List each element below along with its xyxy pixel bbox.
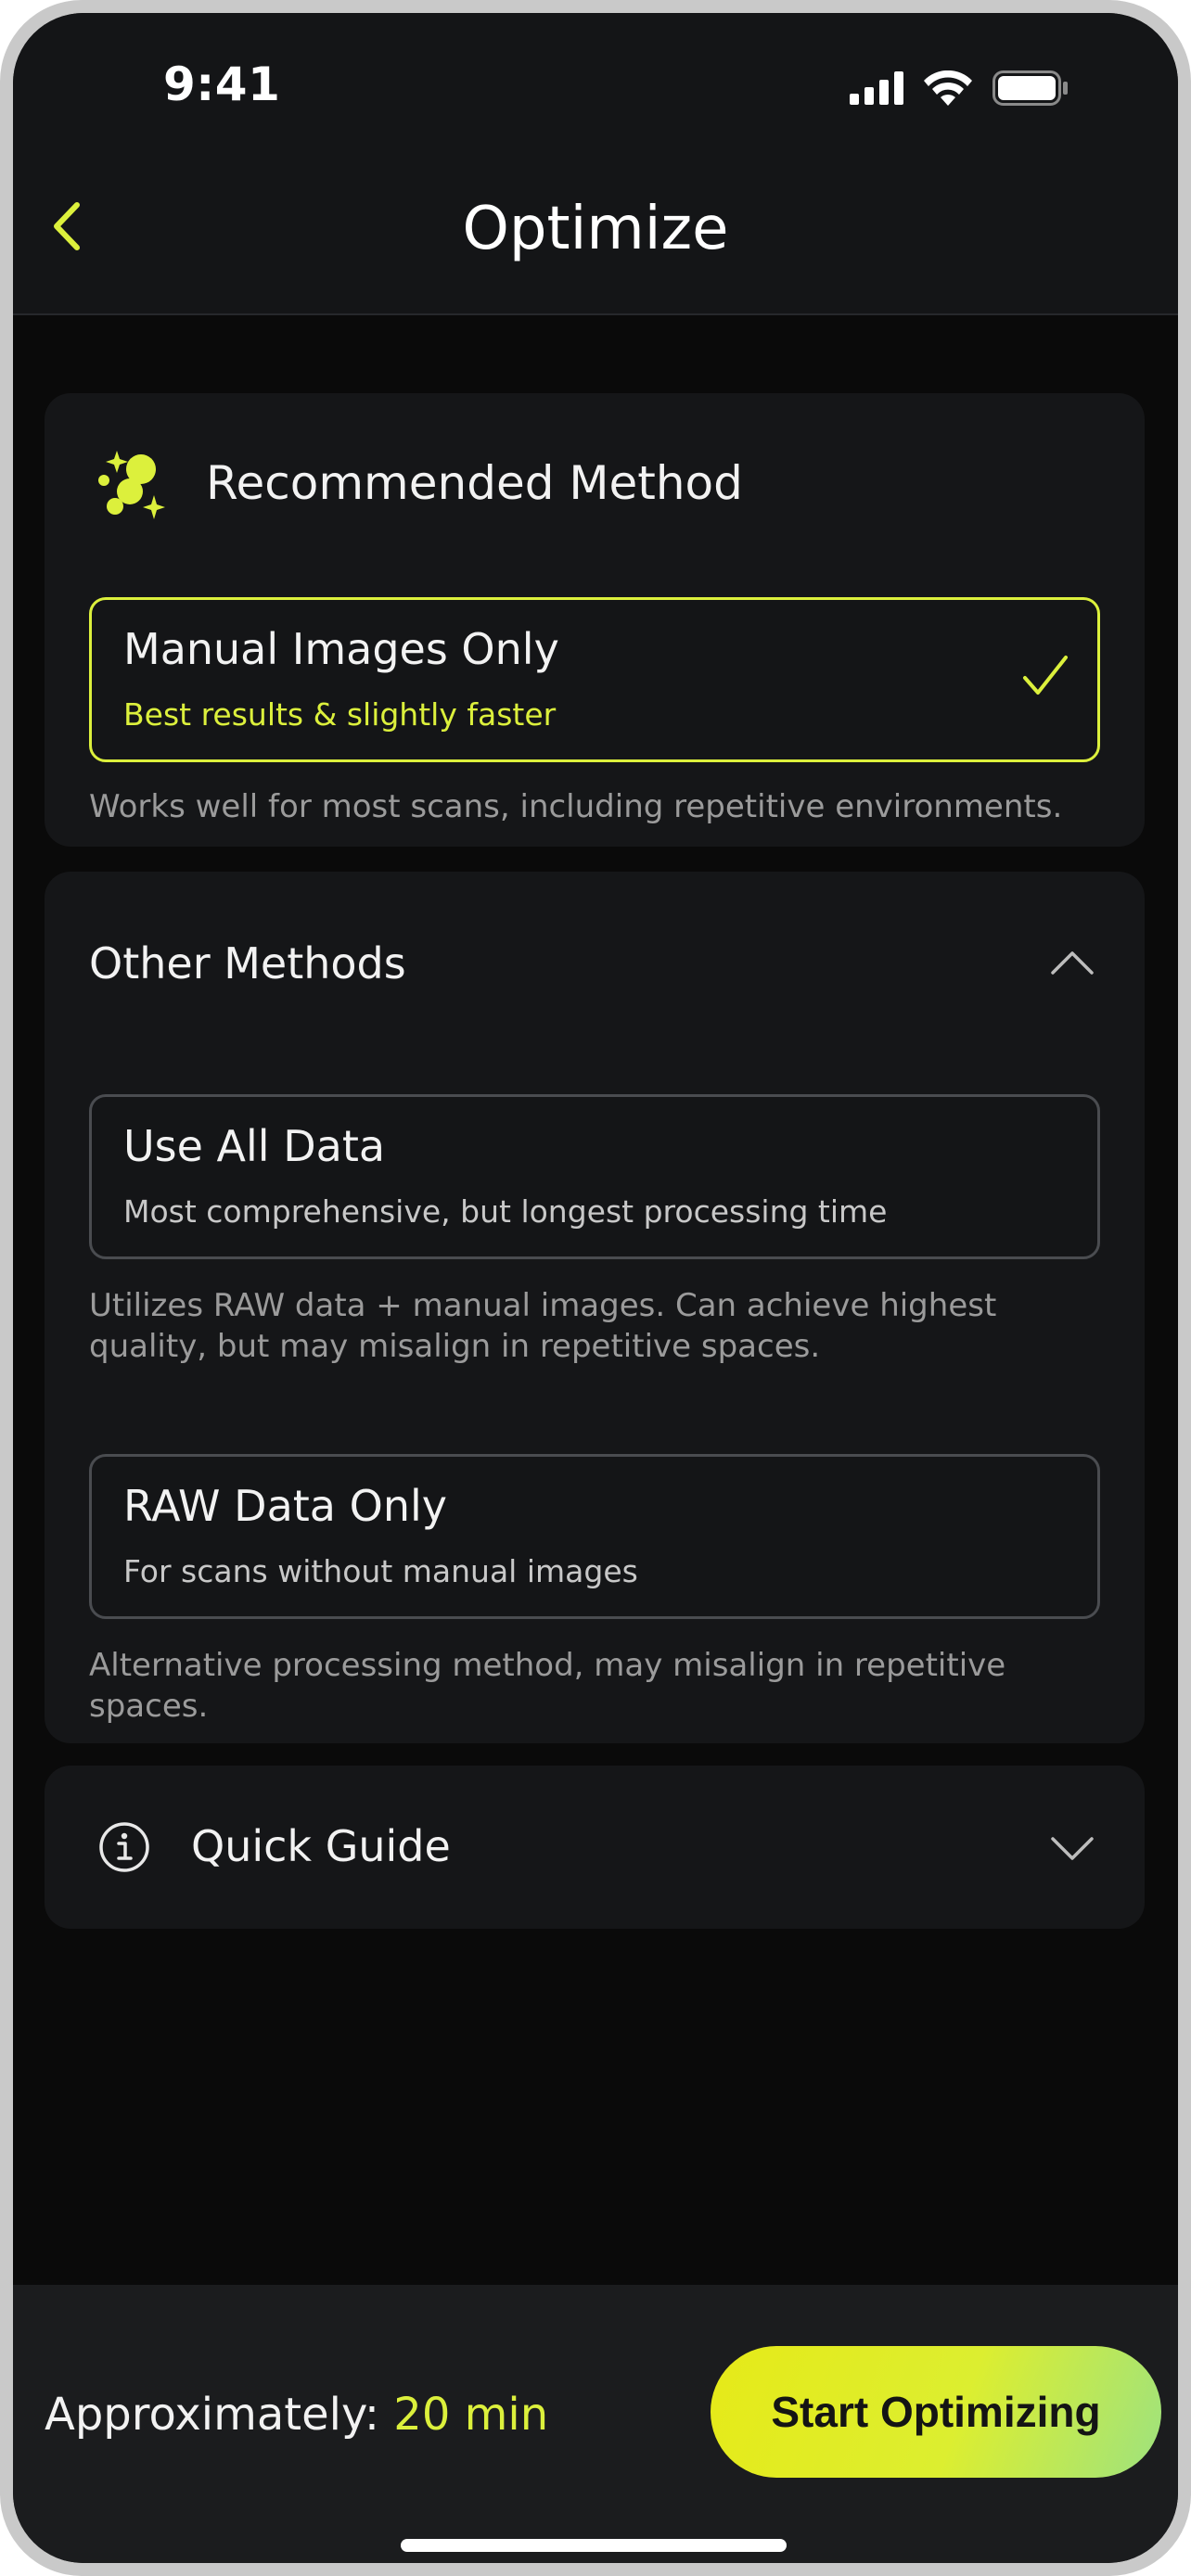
recommended-description: Works well for most scans, including repetitive environments. (89, 788, 1063, 825)
status-time: 9:41 (163, 57, 281, 111)
option-use-all-data[interactable] (89, 1094, 1100, 1259)
option-description: Utilizes RAW data + manual images. Can achieve highest quality, but may misalign in repetitive spaces. (89, 1287, 997, 1365)
chevron-down-icon[interactable] (1050, 1836, 1095, 1866)
option-raw-data-only[interactable] (89, 1454, 1100, 1619)
recommended-method-card (45, 393, 1145, 847)
chevron-up-icon[interactable] (1050, 950, 1095, 979)
cellular-signal-icon (850, 71, 903, 108)
status-icons (850, 70, 1069, 109)
option-title: Use All Data (123, 1121, 386, 1171)
option-subtitle: Most comprehensive, but longest processing time (123, 1193, 888, 1230)
option-subtitle: Best results & slightly faster (123, 696, 557, 733)
checkmark-icon (1021, 652, 1069, 704)
option-subtitle: For scans without manual images (123, 1553, 638, 1589)
sparkles-icon (95, 449, 169, 527)
screen (13, 13, 1178, 2563)
estimated-time-label: Approximately: (45, 2389, 380, 2441)
quick-guide-heading: Quick Guide (191, 1821, 451, 1871)
info-icon (96, 1819, 152, 1879)
wifi-icon (924, 70, 972, 109)
other-methods-card (45, 872, 1145, 1743)
bottom-bar (13, 2285, 1178, 2563)
quick-guide-card[interactable] (45, 1766, 1145, 1929)
option-title: Manual Images Only (123, 624, 559, 674)
battery-icon (992, 70, 1069, 109)
home-indicator[interactable] (401, 2539, 787, 2552)
page-title: Optimize (462, 195, 729, 263)
option-description: Alternative processing method, may misalign in repetitive spaces. (89, 1647, 1006, 1725)
top-bar (13, 13, 1178, 315)
option-manual-images-only[interactable] (89, 597, 1100, 762)
estimated-time-value: 20 min (393, 2389, 549, 2441)
estimated-time (45, 2389, 548, 2441)
option-title: RAW Data Only (123, 1481, 447, 1531)
other-methods-header[interactable]: Other Methods (89, 938, 406, 988)
recommended-heading: Recommended Method (206, 456, 743, 510)
start-optimizing-button[interactable]: Start Optimizing (711, 2346, 1161, 2478)
